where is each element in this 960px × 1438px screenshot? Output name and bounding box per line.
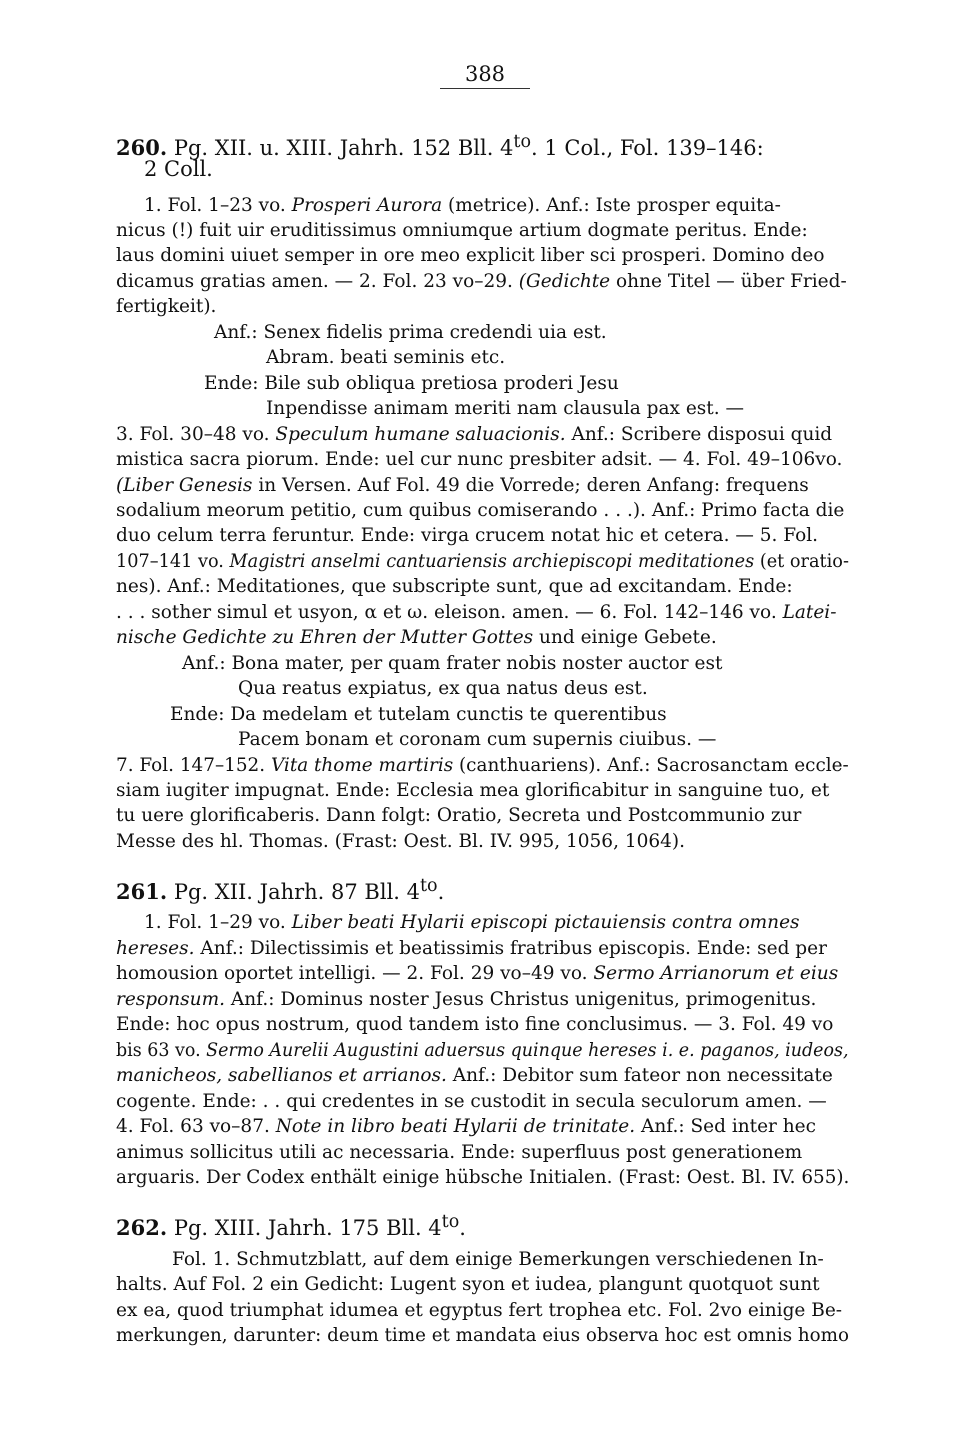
entry-heading: 262. Pg. XIII. Jahrh. 175 Bll. $4^{to}$. (116, 1212, 466, 1240)
text-line: mistica sacra piorum. Ende: uel cur nunc presbiter adsit. — 4. Fol. 49–106vo. (116, 449, 843, 470)
text-line: dicamus gratias amen. — 2. Fol. 23 vo–29. (Gedichte ohne Titel — über Fried- (116, 271, 847, 292)
text-line: nes). Anf.: Meditationes, que subscripte sunt, que ad excitandam. Ende: (116, 576, 793, 597)
text-line: Anf.: Bona mater, per quam frater nobis noster auctor est (182, 653, 723, 674)
text-line: sodalium meorum petitio, cum quibus comiserando . . .). Anf.: Primo facta die (116, 500, 845, 521)
text-line: Inpendisse animam meriti nam clausula pax est. — (266, 398, 744, 419)
text-line: merkungen, darunter: deum time et mandata eius observa hoc est omnis homo (116, 1325, 849, 1346)
text-line: arguaris. Der Codex enthält einige hübsche Initialen. (Frast: Oest. Bl. IV. 655). (116, 1167, 850, 1188)
text-line: 1. Fol. 1–23 vo. Prosperi Aurora (metrice). Anf.: Iste prosper equita- (144, 195, 781, 216)
text-line: nische Gedichte zu Ehren der Mutter Gottes und einige Gebete. (116, 627, 717, 648)
text-line: Fol. 1. Schmutzblatt, auf dem einige Bemerkungen verschiedenen In- (172, 1249, 824, 1270)
text-line: ex ea, quod triumphat idumea et egyptus fert trophea etc. Fol. 2vo einige Be- (116, 1300, 843, 1321)
text-line: 4. Fol. 63 vo–87. Note in libro beati Hylarii de trinitate. Anf.: Sed inter hec (116, 1116, 816, 1137)
text-line: Ende: Da medelam et tutelam cunctis te querentibus (170, 704, 667, 725)
text-line: Abram. beati seminis etc. (266, 347, 506, 368)
entry-heading: 260. Pg. XII. u. XIII. Jahrh. 152 Bll. $4^{to}$. 1 Col., Fol. 139–146: (116, 132, 764, 160)
text-line: 107–141 vo. Magistri anselmi cantuariensis archiepiscopi meditationes (et oratio- (116, 551, 849, 572)
text-line: tu uere glorificaberis. Dann folgt: Oratio, Secreta und Postcommunio zur (116, 805, 802, 826)
text-line: (Liber Genesis in Versen. Auf Fol. 49 die Vorrede; deren Anfang: frequens (116, 475, 809, 496)
text-line: duo celum terra feruntur. Ende: virga crucem notat hic et cetera. — 5. Fol. (116, 525, 819, 546)
text-line: 1. Fol. 1–29 vo. Liber beati Hylarii episcopi pictauiensis contra omnes (144, 912, 800, 933)
text-line: cogente. Ende: . . qui credentes in se custodit in secula seculorum amen. — (116, 1091, 827, 1112)
text-line: Ende: Bile sub obliqua pretiosa proderi Jesu (204, 373, 619, 394)
text-line: 3. Fol. 30–48 vo. Speculum humane saluacionis. Anf.: Scribere disposui quid (116, 424, 833, 445)
text-line: fertigkeit). (116, 296, 217, 317)
text-line: Pacem bonam et coronam cum supernis ciuibus. — (238, 729, 717, 750)
page-number: 388 (440, 62, 530, 89)
text-line: Qua reatus expiatus, ex qua natus deus est. (238, 678, 648, 699)
entry-heading: 261. Pg. XII. Jahrh. 87 Bll. $4^{to}$. (116, 876, 445, 904)
text-line: bis 63 vo. Sermo Aurelii Augustini aduersus quinque hereses i. e. paganos, iudeos, (116, 1040, 849, 1061)
entry-heading: 2 Coll. (144, 157, 213, 181)
text-line: homousion oportet intelligi. — 2. Fol. 29 vo–49 vo. Sermo Arrianorum et eius (116, 963, 839, 984)
text-line: nicus (!) fuit uir eruditissimus omniumque artium dogmate peritus. Ende: (116, 220, 808, 241)
text-line: . . . sother simul et usyon, α et ω. eleison. amen. — 6. Fol. 142–146 vo. Latei- (116, 602, 837, 623)
text-line: responsum. Anf.: Dominus noster Jesus Christus unigenitus, primogenitus. (116, 989, 817, 1010)
text-line: laus domini uiuet semper in ore meo explicit liber sci prosperi. Domino deo (116, 245, 825, 266)
text-line: 7. Fol. 147–152. Vita thome martiris (canthuariens). Anf.: Sacrosanctam eccle- (116, 755, 849, 776)
text-line: halts. Auf Fol. 2 ein Gedicht: Lugent syon et iudea, plangunt quotquot sunt (116, 1274, 820, 1295)
text-line: Anf.: Senex fidelis prima credendi uia est. (214, 322, 607, 343)
text-line: hereses. Anf.: Dilectissimis et beatissimis fratribus episcopis. Ende: sed per (116, 938, 827, 959)
text-line: animus sollicitus utili ac necessaria. Ende: superfluus post generationem (116, 1142, 803, 1163)
text-line: Ende: hoc opus nostrum, quod tandem isto fine conclusimus. — 3. Fol. 49 vo (116, 1014, 834, 1035)
text-line: manicheos, sabellianos et arrianos. Anf.: Debitor sum fateor non necessitate (116, 1065, 833, 1086)
text-line: Messe des hl. Thomas. (Frast: Oest. Bl. IV. 995, 1056, 1064). (116, 831, 686, 852)
text-line: siam iugiter impugnat. Ende: Ecclesia mea glorificabitur in sanguine tuo, et (116, 780, 830, 801)
